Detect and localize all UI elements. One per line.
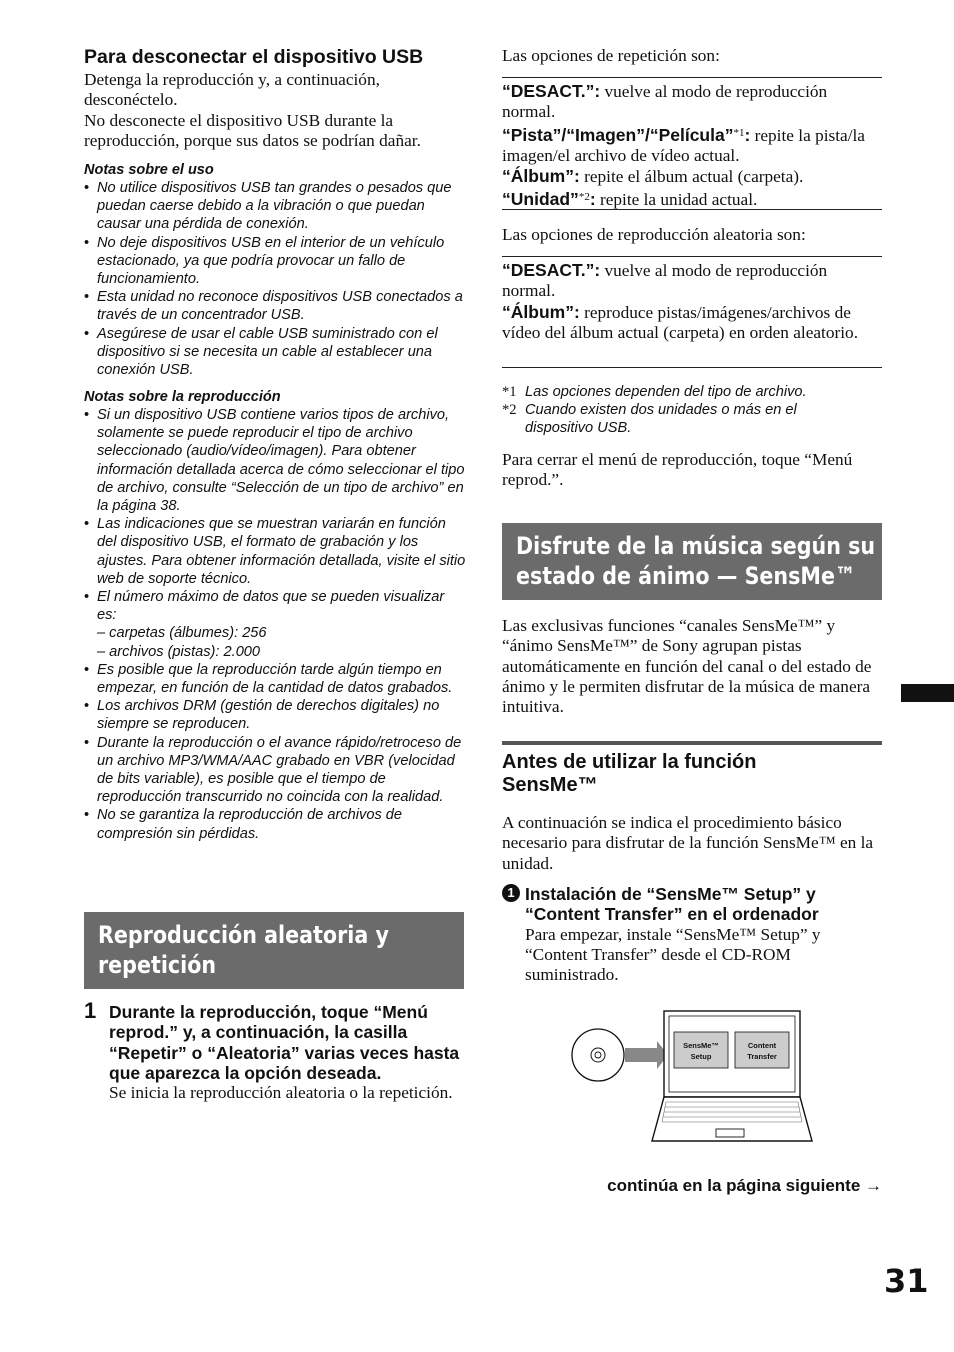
list-item: • Durante la reproducción o el avance rápido/retroceso de un archivo MP3/WMA/AAC grabado en VBR (velocidad de bits variable), es posible que el tiempo de reproducción transcurrido no coincida con la realidad. [84,734,466,807]
shuffle-option [502,302,882,344]
list-item: • No utilice dispositivos USB tan grandes o pesados que puedan caerse debido a la vibración o que puedan causar una pérdida de conexión. [84,179,466,234]
list-item: • No se garantiza la reproducción de archivos de compresión sin pérdidas. [84,806,466,842]
repeat-option [502,166,882,187]
banner-line: repetición [98,951,217,979]
list-item: • No deje dispositivos USB en el interior de un vehículo estacionado, ya que podría provocar un fallo de funcionamiento. [84,234,466,289]
footnote [502,401,882,437]
list-item: • Si un dispositivo USB contiene varios tipos de archivo, solamente se puede reproducir el tipo de archivo seleccionado (audio/vídeo/imagen). Para obtener información detallada acerca de cómo seleccionar el tipo de archivo, consulte “Selección de un tipo de archivo” en la página 38. [84,406,466,515]
step-number: 1 [84,998,97,1023]
step-result: Se inicia la reproducción aleatoria o la repetición. [109,1083,453,1103]
list-item [84,588,466,661]
heading-rule [502,741,882,745]
banner-line: Reproducción aleatoria y [98,921,389,949]
option-label: “DESACT.”: [502,81,601,101]
section-banner-sensme [502,523,882,600]
usb-disconnect-heading: Para desconectar el dispositivo USB [84,46,424,68]
footnote-text: Las opciones dependen del tipo de archivo. [525,384,807,400]
close-menu-text: Para cerrar el menú de reproducción, toque “Menú reprod.”. [502,450,853,490]
step-circle-icon: 1 [502,884,520,903]
divider [502,256,882,257]
option-text: repite la unidad actual. [595,190,758,210]
max-folders: – carpetas (álbumes): 256 [97,625,267,642]
sensme-intro: Las exclusivas funciones “canales SensMe™” y “ánimo SensMe™” de Sony agrupan pistas automáticamente en función del canal o del estado de ánimo y le permiten disfrutar de la música de manera intuitiva. [502,616,872,717]
max-files: – archivos (pistas): 2.000 [97,643,261,660]
continue-next-page: continúa en la página siguiente → [607,1176,882,1195]
banner-line: Disfrute de la música según su [516,532,876,560]
section-banner-random-repeat [84,912,464,989]
step-text: Para empezar, instale “SensMe™ Setup” y “Content Transfer” desde el CD-ROM suministrado. [525,924,821,985]
content-transfer-icon [735,1032,789,1068]
shuffle-intro: Las opciones de reproducción aleatoria son: [502,225,806,244]
option-label: “Álbum”: [502,166,580,187]
arrow-right-icon [625,1041,668,1069]
divider [502,77,882,78]
repeat-options [502,81,882,211]
list-item: • Asegúrese de usar el cable USB suministrado con el dispositivo si se necesita un cable al establecer una conexión USB. [84,325,466,380]
notes-playback-heading: Notas sobre la reproducción [84,389,281,405]
option-text: vuelve al modo de reproducción normal. [502,82,828,122]
option-text: reproduce pistas/imágenes/archivos de vídeo del álbum actual (carpeta) en orden aleatorio. [502,302,859,342]
option-colon: : [744,124,751,145]
footnote-mark: *1 [502,384,517,400]
illus-label: SensMe™ [683,1041,719,1050]
list-item: • Esta unidad no reconoce dispositivos USB conectados a través de un concentrador USB. [84,288,466,324]
option-text: vuelve al modo de reproducción normal. [502,261,828,301]
option-label: “DESACT.”: [502,260,601,280]
illus-label: Transfer [747,1052,777,1061]
option-text: repite la pista/la imagen/el archivo de vídeo actual. [502,125,865,165]
list-item: • Las indicaciones que se muestran variarán en función del dispositivo USB, el formato de grabación y los ajustes. Para obtener información detallada, visite el sitio web de soporte técnico. [84,515,466,588]
footnote-text: Cuando existen dos unidades o más en el dispositivo USB. [525,402,797,437]
repeat-option [502,123,882,167]
notes-use-heading: Notas sobre el uso [84,162,214,178]
step-instruction: Durante la reproducción, toque “Menú reprod.” y, a continuación, la casilla “Repetir” o “Aleatoria” varias veces hasta que aparezca la opción deseada. [109,1002,460,1083]
list-item-text: El número máximo de datos que se pueden visualizar es: [97,589,445,624]
option-text: repite el álbum actual (carpeta). [579,167,804,187]
option-label: “Pista”/“Imagen”/“Película” [502,124,734,145]
laptop-cd-illustration [570,1008,820,1148]
laptop-icon [652,1011,812,1141]
divider [502,367,882,368]
shuffle-options [502,260,882,343]
before-using-heading: Antes de utilizar la función SensMe™ [502,751,757,796]
footnote-ref: *1 [733,126,745,139]
option-label: “Unidad” [502,189,579,210]
notes-use-list [84,179,466,379]
usb-disconnect-para2: No desconecte el dispositivo USB durante la reproducción, porque sus datos se podrían dañar. [84,111,421,151]
divider [502,209,882,210]
banner-line: estado de ánimo — SensMe™ [516,562,856,590]
shuffle-option [502,260,882,302]
list-item: • Es posible que la reproducción tarde algún tiempo en empezar, en función de la cantidad de datos grabados. [84,661,466,697]
usb-disconnect-para1: Detenga la reproducción y, a continuación, desconéctelo. [84,70,380,110]
footnote-mark: *2 [502,402,517,418]
illus-label: Content [747,1041,777,1050]
install-illustration [570,1008,820,1148]
sensme-step-1 [525,884,865,985]
sensme-setup-icon [674,1032,728,1068]
notes-playback-list [84,406,466,843]
illus-label: Setup [690,1052,712,1061]
option-label: “Álbum”: [502,301,580,322]
repeat-intro: Las opciones de repetición son: [502,46,720,65]
list-item: • Los archivos DRM (gestión de derechos digitales) no siempre se reproducen. [84,697,466,733]
footnote-ref: *2 [578,191,590,204]
step-1 [109,1002,467,1103]
page-number: 31 [884,1262,929,1300]
repeat-option [502,81,882,123]
step-title: Instalación de “SensMe™ Setup” y “Content Transfer” en el ordenador [525,884,819,925]
repeat-option [502,187,882,210]
option-colon: : [589,189,596,210]
cd-icon [572,1029,624,1081]
footnote [502,383,882,401]
before-using-para: A continuación se indica el procedimiento básico necesario para disfrutar de la función SensMe™ en la unidad. [502,813,874,873]
thumb-index-tab [901,684,954,702]
